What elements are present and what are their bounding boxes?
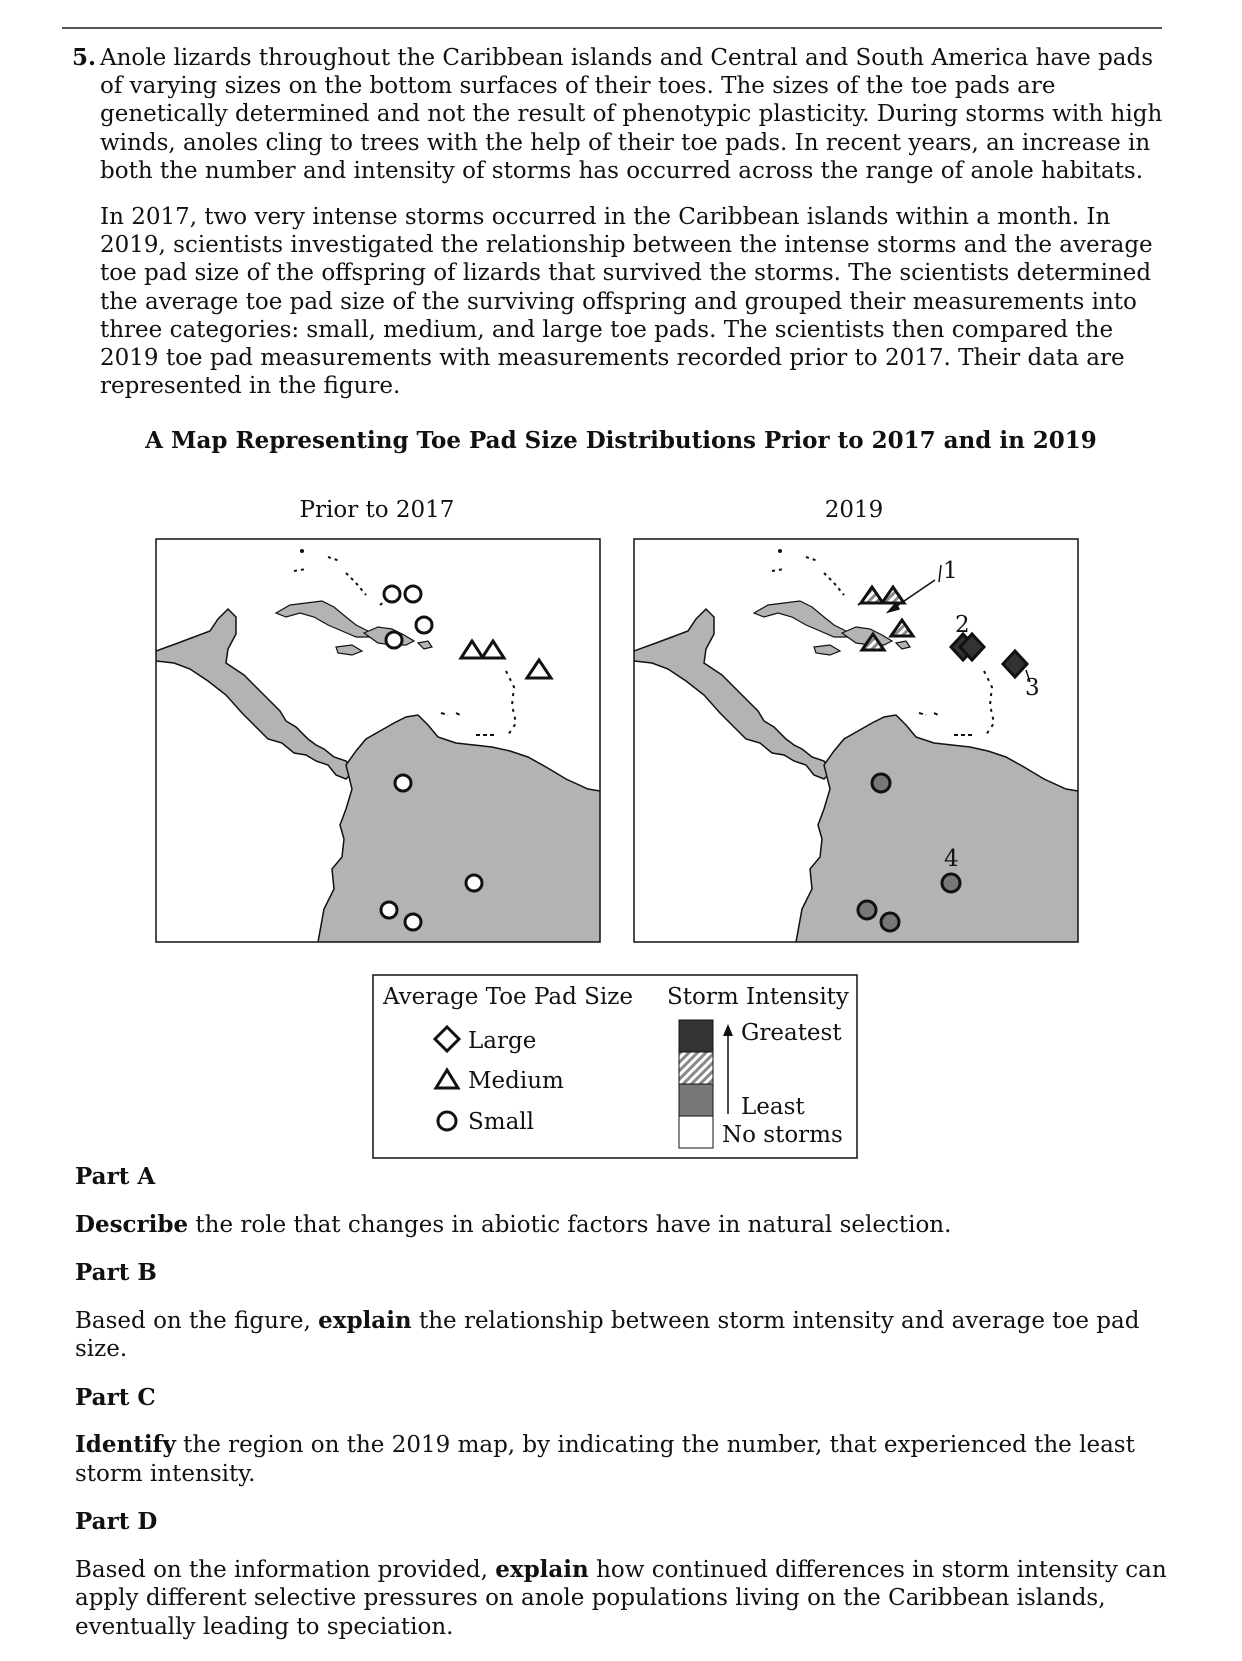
part-d-body: Based on the information provided, explain how continued differences in storm intensity can apply different selective pressures on anole populations living on the Caribbean islands, eventually leading to speciation. — [75, 1555, 1167, 1640]
region-number-2: 2 — [955, 612, 970, 638]
circle-icon — [438, 1112, 456, 1130]
part-b-heading: Part B — [75, 1259, 157, 1286]
small-marker — [386, 632, 402, 648]
map-label-2019: 2019 — [824, 497, 884, 523]
storm-swatch-greatest — [679, 1020, 713, 1052]
small-marker — [395, 775, 411, 791]
legend-large-label: Large — [468, 1028, 537, 1054]
small-marker — [942, 874, 960, 892]
part-c-heading: Part C — [75, 1383, 156, 1411]
storm-swatch-least — [679, 1084, 713, 1116]
question-paragraph-1: Anole lizards throughout the Caribbean islands and Central and South America have pads of varying sizes on the bottom surfaces of their toes. The sizes of the toe pads are genetically determined and not the result of phenotypic plasticity. During storms with high winds, anoles cling to trees with the help of their toe pads. In recent years, an increase in both the number and intensity of storms has occurred across the range of anole habitats. — [100, 45, 1163, 184]
small-marker — [872, 774, 890, 792]
legend-greatest-label: Greatest — [741, 1020, 842, 1046]
small-marker — [416, 617, 432, 633]
small-marker — [405, 586, 421, 602]
part-a-heading: Part A — [75, 1163, 156, 1190]
legend-no-storms-label: No storms — [722, 1122, 843, 1148]
legend-storm-heading: Storm Intensity — [667, 984, 849, 1010]
question-number: 5. — [72, 44, 97, 71]
part-b-body: Based on the figure, explain the relationship between storm intensity and average toe pad size. — [75, 1306, 1140, 1362]
part-c-body: Identify the region on the 2019 map, by indicating the number, that experienced the least storm intensity. — [75, 1431, 1135, 1487]
map-label-prior: Prior to 2017 — [299, 497, 455, 523]
small-marker — [405, 914, 421, 930]
region-number-3: 3 — [1025, 675, 1040, 701]
legend-small-label: Small — [468, 1109, 534, 1135]
region-number-4: 4 — [944, 846, 959, 872]
small-marker — [858, 901, 876, 919]
small-marker — [466, 875, 482, 891]
legend-medium-label: Medium — [468, 1068, 564, 1094]
small-marker — [881, 913, 899, 931]
part-d-heading: Part D — [75, 1508, 158, 1535]
small-marker — [381, 902, 397, 918]
storm-swatch-none — [679, 1116, 713, 1148]
storm-swatch-high — [679, 1052, 713, 1084]
parts-section — [75, 1163, 1185, 1661]
legend-least-label: Least — [741, 1094, 805, 1120]
small-marker — [384, 586, 400, 602]
question-paragraph-2: In 2017, two very intense storms occurred in the Caribbean islands within a month. In 2019, scientists investigated the relationship between the intense storms and the average toe pad size of the offspring of lizards that survived the storms. The scientists determined the average toe pad size of the surviving offspring and grouped their measurements into three categories: small, medium, and large toe pads. The scientists then compared the 2019 toe pad measurements with measurements recorded prior to 2017. Their data are represented in the figure. — [100, 204, 1153, 400]
figure-title: A Map Representing Toe Pad Size Distributions Prior to 2017 and in 2019 — [145, 427, 1097, 454]
part-a-body: Describe the role that changes in abiotic factors have in natural selection. — [75, 1210, 952, 1238]
legend-size-heading: Average Toe Pad Size — [383, 984, 633, 1010]
region-number-1: 1 — [943, 558, 958, 584]
